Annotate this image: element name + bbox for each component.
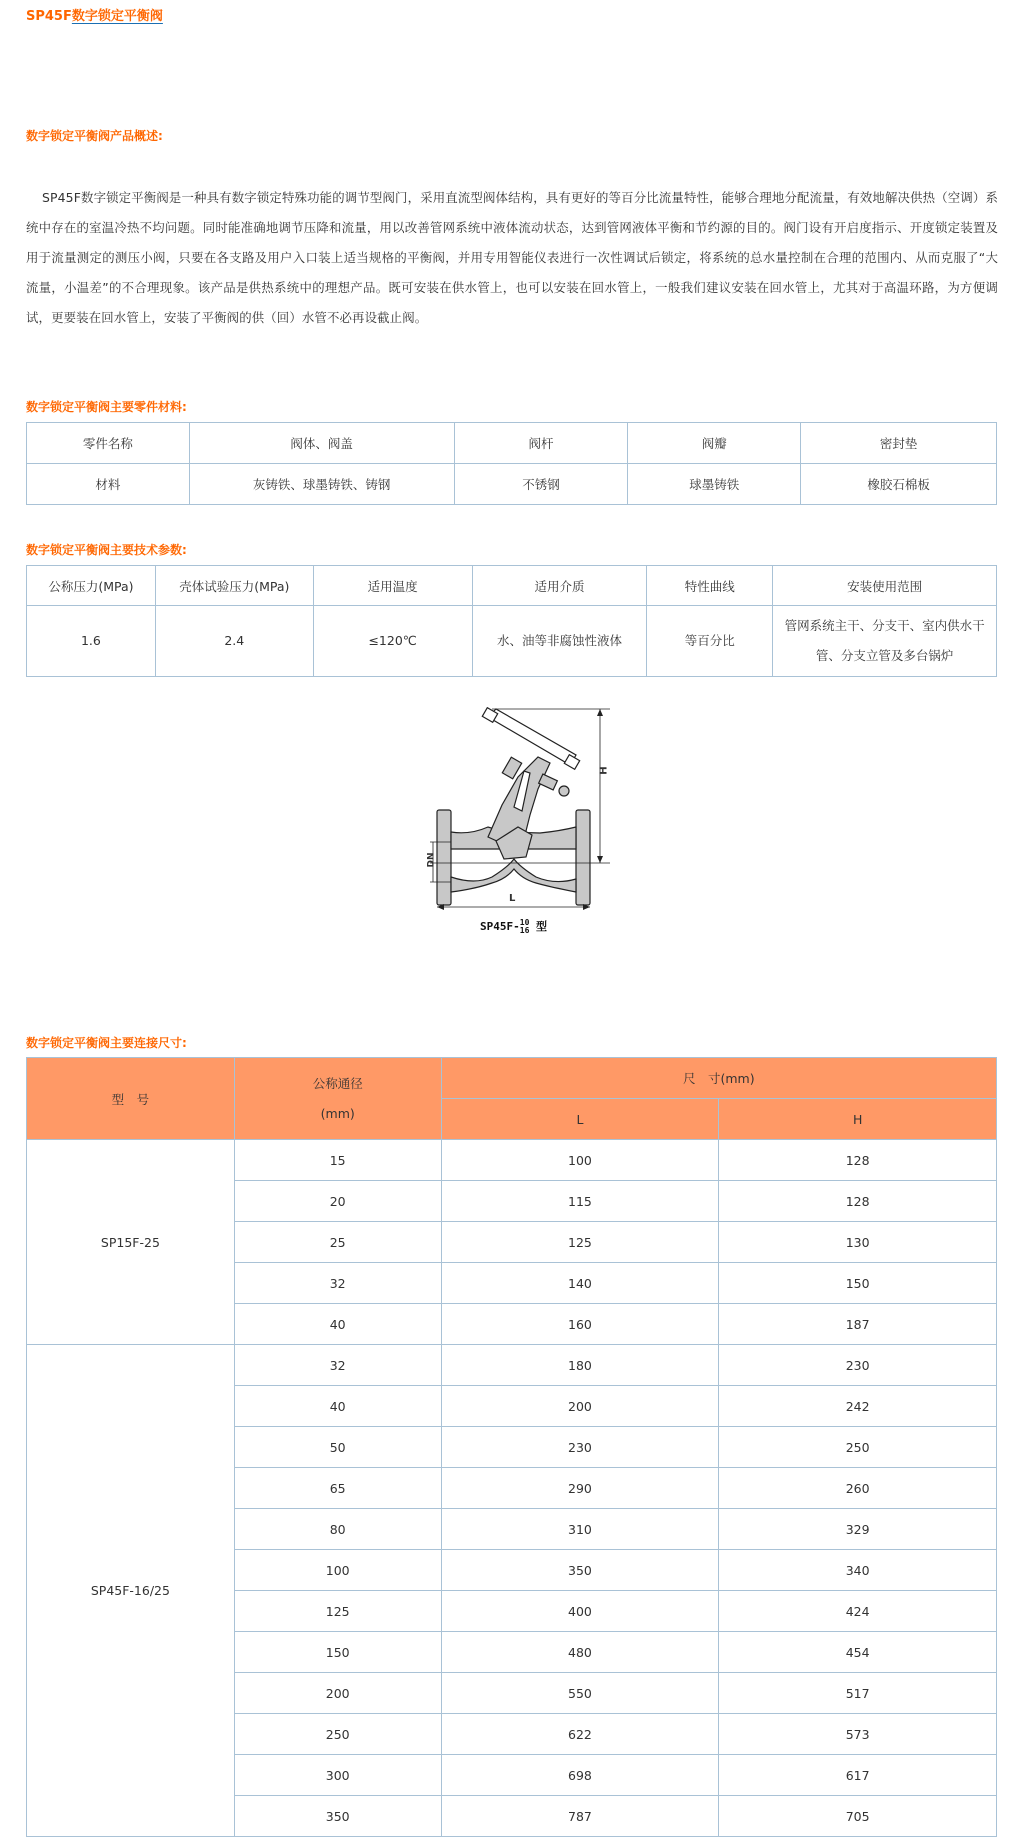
l-cell: 140	[441, 1263, 719, 1304]
materials-table	[26, 422, 997, 505]
table-cell: 零件名称	[27, 423, 190, 464]
table-cell: 橡胶石棉板	[801, 464, 997, 505]
l-cell: 230	[441, 1427, 719, 1468]
l-cell: 550	[441, 1673, 719, 1714]
header-nominal-line1: 公称通径	[312, 1075, 363, 1091]
nominal-cell: 125	[234, 1591, 441, 1632]
table-cell: 灰铸铁、球墨铸铁、铸钢	[189, 464, 454, 505]
nominal-cell: 350	[234, 1796, 441, 1837]
table-cell: 阀杆	[454, 423, 628, 464]
table-cell: 球墨铸铁	[628, 464, 801, 505]
l-cell: 125	[441, 1222, 719, 1263]
l-cell: 100	[441, 1140, 719, 1181]
header-cell: 公称压力(MPa)	[27, 566, 156, 606]
overview-heading: 数字锁定平衡阀产品概述:	[26, 129, 163, 143]
valve-drawing-icon	[430, 707, 610, 917]
table-cell: 密封垫	[801, 423, 997, 464]
page-title	[26, 8, 163, 26]
h-cell: 150	[719, 1263, 997, 1304]
h-cell: 130	[719, 1222, 997, 1263]
h-cell: 454	[719, 1632, 997, 1673]
nominal-cell: 32	[234, 1345, 441, 1386]
table-row	[27, 464, 997, 505]
nominal-cell: 20	[234, 1181, 441, 1222]
caption-suffix: 型	[536, 920, 548, 933]
header-nominal-line2: (mm)	[320, 1105, 355, 1121]
table-cell: 水、油等非腐蚀性液体	[472, 606, 647, 677]
valve-diagram	[426, 707, 610, 940]
table-row	[27, 423, 997, 464]
table-row	[27, 1140, 997, 1181]
nominal-cell: 40	[234, 1386, 441, 1427]
h-cell: 329	[719, 1509, 997, 1550]
l-cell: 200	[441, 1386, 719, 1427]
h-cell: 424	[719, 1591, 997, 1632]
header-cell: 安装使用范围	[773, 566, 997, 606]
nominal-cell: 250	[234, 1714, 441, 1755]
l-cell: 787	[441, 1796, 719, 1837]
header-cell: 壳体试验压力(MPa)	[155, 566, 313, 606]
caption-fraction	[520, 919, 530, 935]
label-l: L	[509, 893, 516, 904]
h-cell: 617	[719, 1755, 997, 1796]
table-cell: 等百分比	[647, 606, 773, 677]
table-cell: 1.6	[27, 606, 156, 677]
table-cell: ≤120℃	[313, 606, 472, 677]
h-cell: 573	[719, 1714, 997, 1755]
model-cell: SP15F-25	[27, 1140, 235, 1345]
title-link[interactable]: 数字锁定平衡阀	[71, 9, 163, 24]
nominal-cell: 80	[234, 1509, 441, 1550]
nominal-cell: 200	[234, 1673, 441, 1714]
table-cell: 阀瓣	[628, 423, 801, 464]
header-cell: 特性曲线	[647, 566, 773, 606]
l-cell: 480	[441, 1632, 719, 1673]
h-cell: 187	[719, 1304, 997, 1345]
dimensions-heading: 数字锁定平衡阀主要连接尺寸:	[26, 1036, 187, 1050]
nominal-cell: 100	[234, 1550, 441, 1591]
header-size: 尺 寸(mm)	[441, 1058, 996, 1099]
table-row	[27, 606, 997, 677]
nominal-cell: 150	[234, 1632, 441, 1673]
header-nominal	[234, 1058, 441, 1140]
table-row	[27, 1345, 997, 1386]
h-cell: 340	[719, 1550, 997, 1591]
dimensions-table	[26, 1057, 997, 1837]
l-cell: 180	[441, 1345, 719, 1386]
h-cell: 128	[719, 1181, 997, 1222]
nominal-cell: 300	[234, 1755, 441, 1796]
header-model: 型 号	[27, 1058, 235, 1140]
figure-caption	[480, 918, 547, 935]
nominal-cell: 32	[234, 1263, 441, 1304]
l-cell: 310	[441, 1509, 719, 1550]
h-cell: 242	[719, 1386, 997, 1427]
header-l: L	[441, 1099, 719, 1140]
h-cell: 128	[719, 1140, 997, 1181]
l-cell: 290	[441, 1468, 719, 1509]
table-header-row	[27, 566, 997, 606]
table-cell: 不锈钢	[454, 464, 628, 505]
table-cell: 管网系统主干、分支干、室内供水干管、分支立管及多台锅炉	[773, 606, 997, 677]
h-cell: 250	[719, 1427, 997, 1468]
nominal-cell: 50	[234, 1427, 441, 1468]
nominal-cell: 65	[234, 1468, 441, 1509]
h-cell: 260	[719, 1468, 997, 1509]
materials-heading: 数字锁定平衡阀主要零件材料:	[26, 400, 187, 414]
model-cell: SP45F-16/25	[27, 1345, 235, 1837]
table-cell: 阀体、阀盖	[189, 423, 454, 464]
caption-num-top: 10	[519, 918, 530, 927]
caption-num-bottom: 16	[519, 926, 530, 935]
table-cell: 2.4	[155, 606, 313, 677]
header-cell: 适用温度	[313, 566, 472, 606]
l-cell: 115	[441, 1181, 719, 1222]
caption-prefix: SP45F-	[480, 920, 520, 933]
h-cell: 517	[719, 1673, 997, 1714]
h-cell: 230	[719, 1345, 997, 1386]
label-h: H	[598, 766, 610, 775]
nominal-cell: 40	[234, 1304, 441, 1345]
table-cell: 材料	[27, 464, 190, 505]
overview-body: SP45F数字锁定平衡阀是一种具有数字锁定特殊功能的调节型阀门，采用直流型阀体结构，具有更好的等百分比流量特性，能够合理地分配流量，有效地解决供热（空调）系统中存在的室温冷热不均问题。同时能准确地调节压降和流量，用以改善管网系统中液体流动状态，达到管网液体平衡和节约源的目的。阀门设有开启度指示、开度锁定装置及用于流量测定的测压小阀，只要在各支路及用户入口装上适当规格的平衡阀，并用专用智能仪表进行一次性调试后锁定，将系统的总水量控制在合理的范围内、从而克服了“大流量，小温差”的不合理现象。该产品是供热系统中的理想产品。既可安装在供水管上，也可以安装在回水管上，一般我们建议安装在回水管上，尤其对于高温环路，为方便调试，更要装在回水管上，安装了平衡阀的供（回）水管不必再设截止阀。	[26, 190, 998, 325]
title-prefix: SP45F	[26, 9, 72, 24]
label-dn: DN	[426, 852, 437, 868]
h-cell: 705	[719, 1796, 997, 1837]
nominal-cell: 25	[234, 1222, 441, 1263]
dimensions-body	[27, 1140, 997, 1837]
l-cell: 698	[441, 1755, 719, 1796]
table-header-row	[27, 1058, 997, 1099]
params-heading: 数字锁定平衡阀主要技术参数:	[26, 543, 187, 557]
params-table	[26, 565, 997, 677]
l-cell: 350	[441, 1550, 719, 1591]
nominal-cell: 15	[234, 1140, 441, 1181]
header-h: H	[719, 1099, 997, 1140]
header-cell: 适用介质	[472, 566, 647, 606]
l-cell: 160	[441, 1304, 719, 1345]
l-cell: 622	[441, 1714, 719, 1755]
l-cell: 400	[441, 1591, 719, 1632]
